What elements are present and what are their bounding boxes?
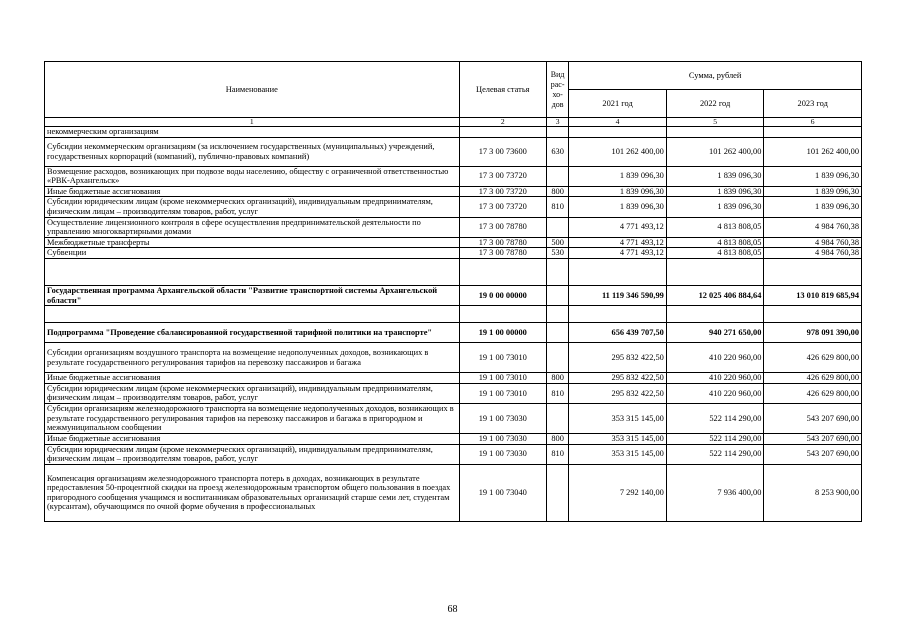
row-sum-2021 bbox=[569, 306, 667, 323]
row-name: Субсидии организациям воздушного транспорта на возмещение недополученных доходов, возникающих в результате государственного регулирования тарифов на перевозку пассажиров и багажа bbox=[45, 343, 460, 373]
row-name: Субсидии юридическим лицам (кроме некоммерческих организаций), индивидуальным предпринимателям, физическим лицам – производителям товаров, работ, услуг bbox=[45, 444, 460, 464]
column-number: 2 bbox=[459, 118, 546, 127]
row-name: некоммерческим организациям bbox=[45, 127, 460, 138]
spacer-row bbox=[45, 258, 862, 285]
row-sum-2022: 1 839 096,30 bbox=[666, 197, 764, 217]
row-sum-2021: 656 439 707,50 bbox=[569, 323, 667, 343]
row-sum-2022 bbox=[666, 306, 764, 323]
row-sum-2023: 4 984 760,38 bbox=[764, 217, 862, 237]
row-sum-2021: 353 315 145,00 bbox=[569, 444, 667, 464]
row-sum-2021: 4 771 493,12 bbox=[569, 248, 667, 259]
row-expense-type: 810 bbox=[546, 383, 568, 403]
row-target-article: 19 1 00 73030 bbox=[459, 433, 546, 444]
row-target-article: 19 1 00 73010 bbox=[459, 343, 546, 373]
column-number: 1 bbox=[45, 118, 460, 127]
row-sum-2023: 4 984 760,38 bbox=[764, 237, 862, 248]
row-target-article: 17 3 00 78780 bbox=[459, 248, 546, 259]
row-sum-2023: 8 253 900,00 bbox=[764, 464, 862, 521]
row-target-article: 17 3 00 78780 bbox=[459, 217, 546, 237]
table-row bbox=[45, 285, 862, 305]
row-name: Субсидии некоммерческим организациям (за исключением государственных (муниципальных) учреждений, государственных корпораций (компаний), публично-правовых компаний) bbox=[45, 137, 460, 166]
row-target-article: 19 1 00 00000 bbox=[459, 323, 546, 343]
table-row bbox=[45, 186, 862, 197]
header-year-2022: 2022 год bbox=[666, 90, 764, 118]
budget-table bbox=[44, 61, 862, 522]
table-row bbox=[45, 217, 862, 237]
row-name: Иные бюджетные ассигнования bbox=[45, 433, 460, 444]
row-sum-2022: 4 813 808,05 bbox=[666, 217, 764, 237]
table-row bbox=[45, 197, 862, 217]
row-sum-2022: 410 220 960,00 bbox=[666, 373, 764, 384]
row-name: Государственная программа Архангельской области "Развитие транспортной системы Архангельской области" bbox=[45, 285, 460, 305]
row-sum-2022: 12 025 406 884,64 bbox=[666, 285, 764, 305]
row-sum-2022: 410 220 960,00 bbox=[666, 383, 764, 403]
row-sum-2023: 426 629 800,00 bbox=[764, 343, 862, 373]
row-sum-2023 bbox=[764, 127, 862, 138]
row-name: Субвенции bbox=[45, 248, 460, 259]
row-target-article: 19 1 00 73030 bbox=[459, 403, 546, 433]
row-target-article: 17 3 00 73720 bbox=[459, 186, 546, 197]
row-target-article: 17 3 00 73720 bbox=[459, 197, 546, 217]
row-sum-2022: 522 114 290,00 bbox=[666, 433, 764, 444]
row-name: Иные бюджетные ассигнования bbox=[45, 186, 460, 197]
row-sum-2023: 543 207 690,00 bbox=[764, 433, 862, 444]
header-expense-type: Вид рас-хо-дов bbox=[546, 62, 568, 118]
row-target-article: 19 1 00 73010 bbox=[459, 383, 546, 403]
table-row bbox=[45, 127, 862, 138]
row-sum-2022: 522 114 290,00 bbox=[666, 444, 764, 464]
row-sum-2023: 101 262 400,00 bbox=[764, 137, 862, 166]
row-sum-2022 bbox=[666, 127, 764, 138]
row-sum-2021: 353 315 145,00 bbox=[569, 433, 667, 444]
row-sum-2023: 426 629 800,00 bbox=[764, 373, 862, 384]
row-sum-2022: 940 271 650,00 bbox=[666, 323, 764, 343]
row-sum-2023: 4 984 760,38 bbox=[764, 248, 862, 259]
row-sum-2021: 295 832 422,50 bbox=[569, 383, 667, 403]
table-row bbox=[45, 343, 862, 373]
header-name: Наименование bbox=[45, 62, 460, 118]
row-sum-2023: 1 839 096,30 bbox=[764, 197, 862, 217]
row-sum-2023: 978 091 390,00 bbox=[764, 323, 862, 343]
row-expense-type bbox=[546, 285, 568, 305]
row-name: Субсидии организациям железнодорожного транспорта на возмещение недополученных доходов, возникающих в результате государственного регулирования тарифов на перевозку пассажиров и багажа в пригородном и межмуниципальном сообщении bbox=[45, 403, 460, 433]
table-row bbox=[45, 464, 862, 521]
row-sum-2022: 522 114 290,00 bbox=[666, 403, 764, 433]
row-name: Субсидии юридическим лицам (кроме некоммерческих организаций), индивидуальным предпринимателям, физическим лицам – производителям товаров, работ, услуг bbox=[45, 383, 460, 403]
row-expense-type bbox=[546, 127, 568, 138]
row-expense-type: 500 bbox=[546, 237, 568, 248]
table-row bbox=[45, 433, 862, 444]
row-sum-2021: 11 119 346 590,99 bbox=[569, 285, 667, 305]
row-expense-type: 630 bbox=[546, 137, 568, 166]
row-sum-2021 bbox=[569, 127, 667, 138]
row-sum-2022: 4 813 808,05 bbox=[666, 248, 764, 259]
column-number: 6 bbox=[764, 118, 862, 127]
row-sum-2021: 4 771 493,12 bbox=[569, 217, 667, 237]
row-sum-2021: 1 839 096,30 bbox=[569, 186, 667, 197]
table-row bbox=[45, 137, 862, 166]
table-row bbox=[45, 166, 862, 186]
budget-table-sheet bbox=[44, 61, 862, 522]
row-target-article bbox=[459, 306, 546, 323]
row-name: Иные бюджетные ассигнования bbox=[45, 373, 460, 384]
row-name: Субсидии юридическим лицам (кроме некоммерческих организаций), индивидуальным предпринимателям, физическим лицам – производителям товаров, работ, услуг bbox=[45, 197, 460, 217]
row-sum-2022: 4 813 808,05 bbox=[666, 237, 764, 248]
row-name bbox=[45, 258, 460, 285]
row-sum-2023 bbox=[764, 258, 862, 285]
row-expense-type bbox=[546, 403, 568, 433]
row-sum-2021: 4 771 493,12 bbox=[569, 237, 667, 248]
row-sum-2023: 426 629 800,00 bbox=[764, 383, 862, 403]
table-row bbox=[45, 323, 862, 343]
row-sum-2022: 1 839 096,30 bbox=[666, 186, 764, 197]
row-target-article: 19 1 00 73030 bbox=[459, 444, 546, 464]
row-expense-type bbox=[546, 464, 568, 521]
row-target-article: 19 1 00 73010 bbox=[459, 373, 546, 384]
row-expense-type bbox=[546, 343, 568, 373]
row-name: Возмещение расходов, возникающих при подвозе воды населению, обществу с ограниченной ответственностью «РВК-Архангельск» bbox=[45, 166, 460, 186]
row-expense-type: 800 bbox=[546, 433, 568, 444]
row-target-article bbox=[459, 258, 546, 285]
table-row bbox=[45, 383, 862, 403]
table-row bbox=[45, 444, 862, 464]
table-row bbox=[45, 248, 862, 259]
column-number: 4 bbox=[569, 118, 667, 127]
row-name: Межбюджетные трансферты bbox=[45, 237, 460, 248]
row-target-article: 17 3 00 78780 bbox=[459, 237, 546, 248]
row-sum-2022 bbox=[666, 258, 764, 285]
row-sum-2023: 1 839 096,30 bbox=[764, 186, 862, 197]
header-year-2021: 2021 год bbox=[569, 90, 667, 118]
row-expense-type bbox=[546, 306, 568, 323]
row-name bbox=[45, 306, 460, 323]
row-sum-2022: 1 839 096,30 bbox=[666, 166, 764, 186]
row-sum-2023 bbox=[764, 306, 862, 323]
row-expense-type bbox=[546, 258, 568, 285]
table-row bbox=[45, 237, 862, 248]
row-expense-type: 800 bbox=[546, 373, 568, 384]
row-sum-2021: 101 262 400,00 bbox=[569, 137, 667, 166]
header-target-article: Целевая статья bbox=[459, 62, 546, 118]
row-target-article: 17 3 00 73720 bbox=[459, 166, 546, 186]
row-expense-type bbox=[546, 217, 568, 237]
table-row bbox=[45, 373, 862, 384]
row-target-article bbox=[459, 127, 546, 138]
row-name: Подпрограмма "Проведение сбалансированной государственной тарифной политики на транспорте" bbox=[45, 323, 460, 343]
row-target-article: 19 1 00 73040 bbox=[459, 464, 546, 521]
row-expense-type: 530 bbox=[546, 248, 568, 259]
row-sum-2023: 543 207 690,00 bbox=[764, 403, 862, 433]
row-sum-2021: 1 839 096,30 bbox=[569, 197, 667, 217]
row-sum-2023: 1 839 096,30 bbox=[764, 166, 862, 186]
row-expense-type: 800 bbox=[546, 186, 568, 197]
row-expense-type bbox=[546, 323, 568, 343]
row-sum-2022: 410 220 960,00 bbox=[666, 343, 764, 373]
column-number: 5 bbox=[666, 118, 764, 127]
table-row bbox=[45, 403, 862, 433]
row-sum-2023: 13 010 819 685,94 bbox=[764, 285, 862, 305]
row-name: Осуществление лицензионного контроля в сфере осуществления предпринимательской деятельности по управлению многоквартирными домами bbox=[45, 217, 460, 237]
row-target-article: 19 0 00 00000 bbox=[459, 285, 546, 305]
row-expense-type: 810 bbox=[546, 444, 568, 464]
column-numbers-row bbox=[45, 118, 862, 127]
header-year-2023: 2023 год bbox=[764, 90, 862, 118]
table-body bbox=[45, 127, 862, 522]
row-expense-type: 810 bbox=[546, 197, 568, 217]
row-sum-2022: 101 262 400,00 bbox=[666, 137, 764, 166]
row-sum-2021: 295 832 422,50 bbox=[569, 343, 667, 373]
row-sum-2022: 7 936 400,00 bbox=[666, 464, 764, 521]
spacer-row bbox=[45, 306, 862, 323]
row-name: Компенсация организациям железнодорожного транспорта потерь в доходах, возникающих в результате предоставления 50-процентной скидки на проезд железнодорожным транспортом общего пользования в поездах пригородного сообщения учащимся и воспитанникам образовательных организаций старше семи лет, студентам (курсантам), обучающимся по очной форме обучения в профессиональных bbox=[45, 464, 460, 521]
row-expense-type bbox=[546, 166, 568, 186]
column-number: 3 bbox=[546, 118, 568, 127]
row-sum-2021 bbox=[569, 258, 667, 285]
row-target-article: 17 3 00 73600 bbox=[459, 137, 546, 166]
row-sum-2021: 295 832 422,50 bbox=[569, 373, 667, 384]
row-sum-2023: 543 207 690,00 bbox=[764, 444, 862, 464]
row-sum-2021: 1 839 096,30 bbox=[569, 166, 667, 186]
header-sum: Сумма, рублей bbox=[569, 62, 862, 90]
page-number: 68 bbox=[447, 604, 458, 615]
row-sum-2021: 7 292 140,00 bbox=[569, 464, 667, 521]
row-sum-2021: 353 315 145,00 bbox=[569, 403, 667, 433]
